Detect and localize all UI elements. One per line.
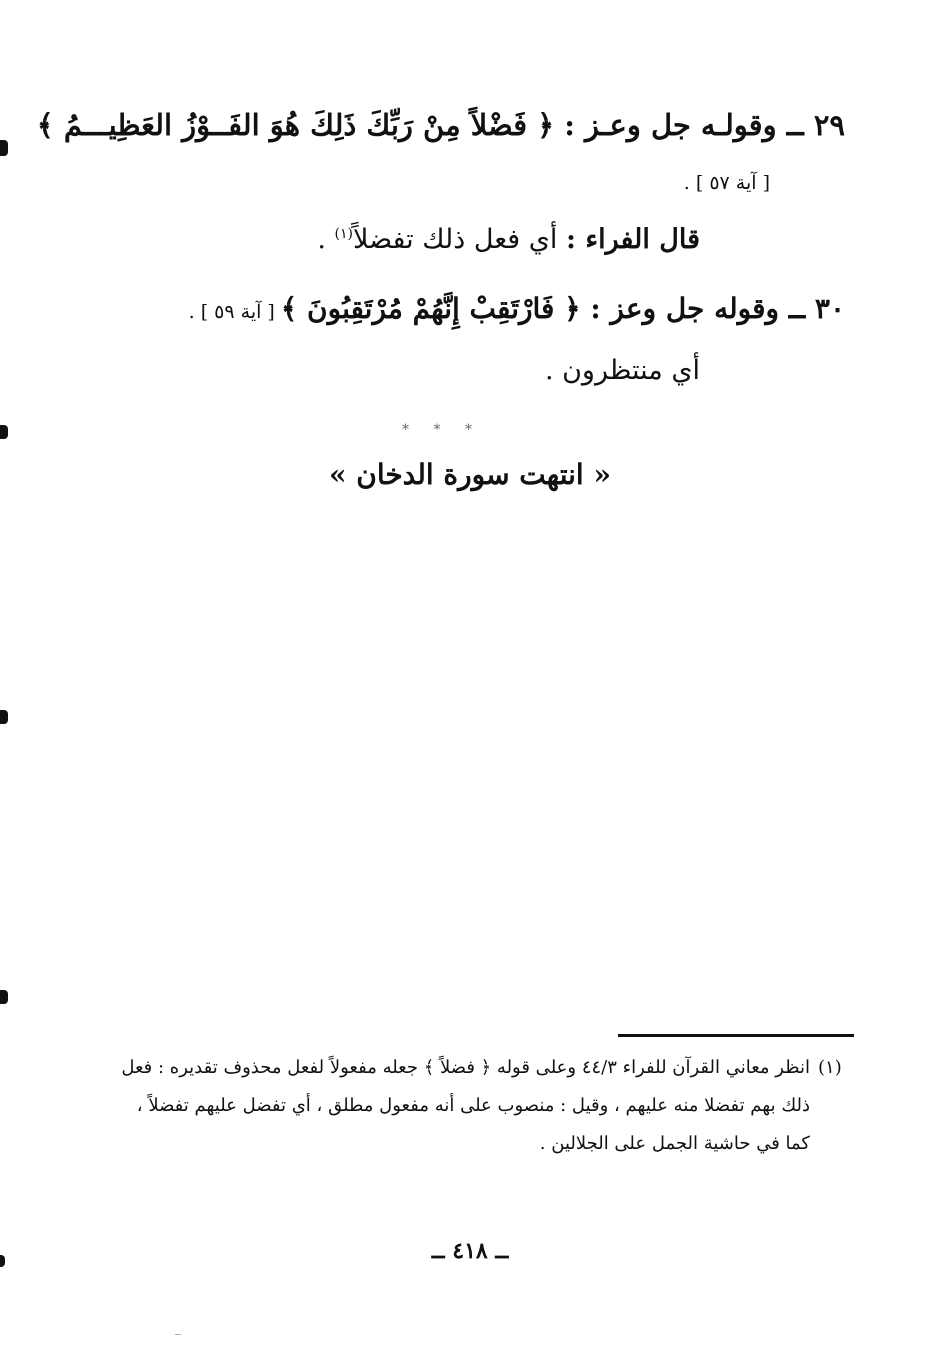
scan-edge-mark xyxy=(0,140,8,156)
footnote-line-3: كما في حاشية الجمل على الجلالين . xyxy=(539,1133,810,1154)
page-number: ــ ٤١٨ ــ xyxy=(431,1238,509,1264)
scan-edge-mark xyxy=(0,1255,5,1267)
scan-speck xyxy=(175,1334,181,1335)
verse-30-reference: [ آية ٥٩ ] . xyxy=(188,301,281,323)
footnote-line-1: انظر معاني القرآن للفراء ٤٤/٣ وعلى قوله ﴿ فضلاً ﴾ جعله مفعولاً لفعل محذوف تقديره : فعل xyxy=(121,1057,810,1078)
scan-edge-mark xyxy=(0,990,8,1004)
verse-29-line: ٢٩ ــ وقولـه جل وعـز : ﴿ فَضْلاً مِنْ رَبِّكَ ذَلِكَ هُوَ الفَــوْزُ العَظِيـــمُ ﴾ xyxy=(36,108,845,142)
farra-text: أي فعل ذلك تفضلاً xyxy=(352,224,566,255)
verse-29-reference: [ آية ٥٧ ] . xyxy=(683,172,770,194)
scan-edge-mark xyxy=(0,710,8,724)
footnote-line-2: ذلك بهم تفضلا منه عليهم ، وقيل : منصوب على أنه مفعول مطلق ، أي تفضل عليهم تفضلاً ، xyxy=(136,1095,810,1116)
section-separator: * * * xyxy=(402,422,482,438)
footnote-number: (١) xyxy=(818,1057,842,1078)
verse-30-explanation: أي منتظرون . xyxy=(544,355,700,386)
footnote-divider xyxy=(618,1034,854,1037)
scan-edge-mark xyxy=(0,425,8,439)
surah-end-title: « انتهت سورة الدخان » xyxy=(329,458,611,491)
farra-end: . xyxy=(317,224,335,255)
verse-30-text: ٣٠ ــ وقوله جل وعز : ﴿ فَارْتَقِبْ إِنَّهُمْ مُرْتَقِبُونَ ﴾ xyxy=(280,292,845,325)
farra-commentary xyxy=(317,224,700,255)
farra-speaker: قال الفراء : xyxy=(566,224,700,255)
footnote-marker: (١) xyxy=(334,226,353,242)
verse-30-line xyxy=(189,292,845,325)
